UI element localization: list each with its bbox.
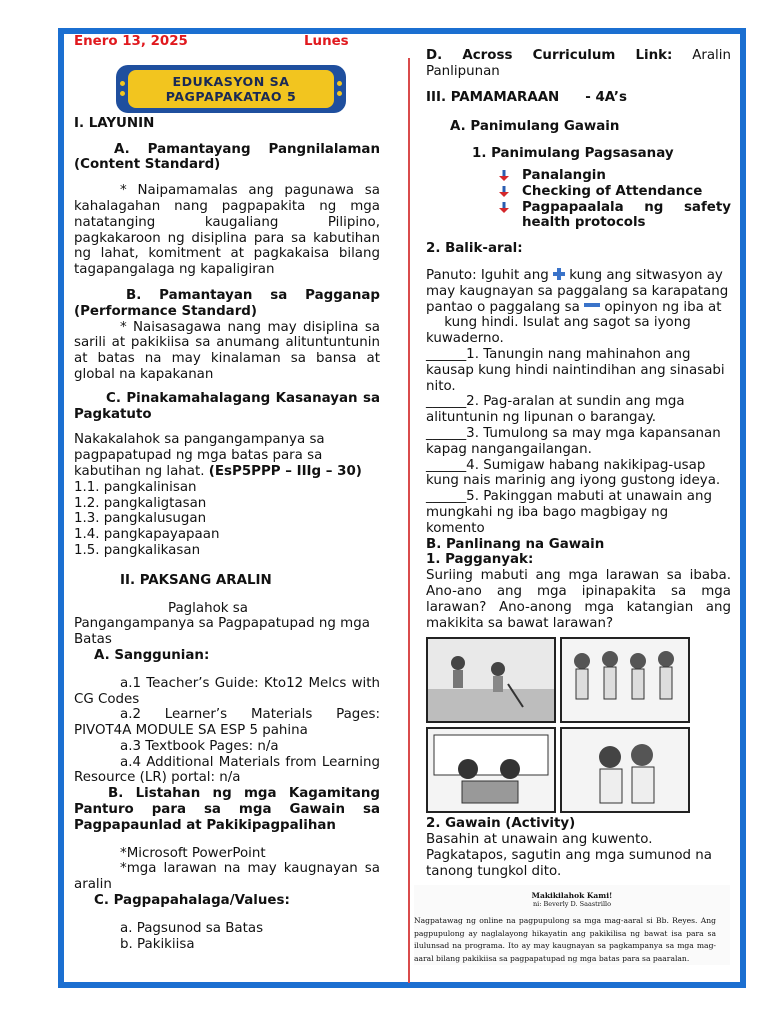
photo-children-group: [560, 637, 690, 723]
photo-children-talking: [560, 727, 690, 813]
competency-list: [74, 480, 380, 559]
panuto-text-d: kung hindi. Isulat ang sagot sa iyong kuwaderno.: [426, 315, 691, 347]
curriculum-link-value: Aralin Panlipunan: [426, 48, 731, 79]
competency-body: [74, 432, 380, 479]
paksa-heading: II. PAKSANG ARALIN: [120, 572, 272, 588]
bullet-text: Pagpapaalala ng safety health protocols: [522, 199, 731, 231]
logo-line-2: PAGPAPAKATAO 5: [165, 88, 297, 104]
list-item: ______2. Pag-aralan at sundin ang mga alituntunin ng lipunan o barangay.: [426, 394, 685, 426]
right-column: [414, 48, 731, 965]
date-text: Enero 13, 2025: [74, 34, 188, 49]
plus-icon: [553, 268, 565, 280]
list-item: 1.5. pangkalikasan: [74, 542, 201, 558]
dateline: [74, 34, 380, 50]
bullet-text: Panalangin: [522, 167, 606, 183]
panimulang-gawain-heading: A. Panimulang Gawain: [450, 119, 620, 135]
material-2: *mga larawan na may kaugnayan sa aralin: [74, 861, 380, 893]
curriculum-link: [426, 48, 731, 80]
paksa-line-2: Pangangampanya sa Pagpapatupad ng mga Batas: [74, 616, 370, 648]
reference-2: a.2 Learner’s Materials Pages: PIVOT4A MODULE SA ESP 5 pahina: [74, 707, 380, 739]
story-excerpt: [414, 885, 730, 965]
arrow-down-icon: [498, 186, 510, 198]
value-2: b. Pakikiisa: [120, 936, 195, 952]
column-divider: [408, 58, 410, 983]
gawain-body: Basahin at unawain ang kuwento. Pagkatapos, sagutin ang mga sumunod na tanong tungkol dito.: [426, 832, 713, 879]
balik-aral-heading: 2. Balik-aral:: [426, 241, 523, 257]
list-item: 1.3. pangkalusugan: [74, 511, 207, 527]
panuto-text-a: Panuto: Iguhit ang: [426, 267, 549, 283]
arrow-down-icon: [498, 202, 510, 214]
competency-code: (EsP5PPP – IIIg – 30): [208, 463, 362, 479]
content-standard-heading: A. Pamantayang Pangnilalaman (Content Standard): [74, 141, 380, 173]
frame-border-bottom: [58, 982, 746, 988]
materials-heading: B. Listahan ng mga Kagamitang Panturo para sa mga Gawain sa Pagpapaunlad at Pakikipagpalihan: [74, 786, 380, 833]
pagsasanay-list: [498, 168, 731, 231]
gawain-heading: 2. Gawain (Activity): [426, 816, 576, 832]
sanggunian-heading: A. Sanggunian:: [94, 647, 210, 663]
panlinang-heading: B. Panlinang na Gawain: [426, 536, 605, 552]
pamamaraan-label: III. PAMAMARAAN: [426, 89, 560, 105]
subject-logo: [116, 65, 346, 113]
list-item: [498, 168, 731, 184]
panuto-text-b: kung ang sitwasyon ay may kaugnayan sa paggalang sa karapatang pantao o paggalang sa: [426, 267, 729, 315]
logo-dot: [337, 81, 342, 86]
pamamaraan-heading: [426, 90, 731, 106]
frame-border-left: [58, 28, 64, 988]
list-item: ______4. Sumigaw habang nakikipag-usap kung nais marinig ang iyong gustong ideya.: [426, 457, 721, 489]
pagganyak-body: Suriing mabuti ang mga larawan sa ibaba. Ano-ano ang mga ipinapakita sa mga larawan? Ano-anong mga katangian ang makikita sa bawat larawan?: [426, 568, 731, 631]
balik-aral-items: [426, 347, 731, 537]
reference-3: a.3 Textbook Pages: n/a: [120, 738, 279, 754]
performance-standard-heading: B. Pamantayan sa Pagganap (Performance Standard): [74, 287, 380, 319]
content-standard-body: * Naipamamalas ang pagunawa sa kahalagahan nang pagpapakita ng mga natatanging kaugaliang Pilipino, pagkakaroon ng disiplina para sa kabutihan ng lahat, komitment at pagkakaisa bilang tagapangalaga ng kapaligiran: [74, 183, 380, 278]
arrow-down-icon: [498, 170, 510, 182]
subject-logo-frame: [116, 65, 346, 113]
photo-children-reading: [426, 727, 556, 813]
paksa-line-1: Paglahok sa: [168, 600, 248, 616]
layunin-heading: I. LAYUNIN: [74, 115, 155, 131]
list-item: ______1. Tanungin nang mahinahon ang kausap kung hindi naintindihan ang sinasabi nito.: [426, 346, 725, 394]
pamamaraan-4as: - 4A’s: [585, 89, 627, 105]
panuto-text-c: opinyon ng iba at: [604, 299, 722, 315]
value-1: a. Pagsunod sa Batas: [120, 920, 264, 936]
story-body: Nagpatawag ng online na pagpupulong sa mga mag-aaral si Bb. Reyes. Ang pagpupulong ay naglalayong hikayatin ang pakikilisa ng bawat isa para sa ilulunsad na programa. Ito ay may kaugnayan sa pagkampanya sa mga mag-aaral bilang pakikiisa sa pagpapatupad ng mga batas para sa paaralan.: [414, 916, 716, 963]
list-item: 1.1. pangkalinisan: [74, 479, 197, 495]
values-heading: C. Pagpapahalaga/Values:: [94, 893, 290, 909]
minus-icon: [584, 302, 600, 308]
bullet-text: Checking of Attendance: [522, 183, 703, 199]
list-item: 1.4. pangkapayapaan: [74, 527, 220, 543]
list-item: 1.2. pangkaligtasan: [74, 495, 207, 511]
reference-1: a.1 Teacher’s Guide: Kto12 Melcs with CG Codes: [74, 675, 380, 707]
activity-photos: [426, 637, 731, 813]
story-author: ni: Beverly D. Saastrillo: [532, 900, 612, 909]
curriculum-link-label: D. Across Curriculum Link:: [426, 48, 673, 63]
pagganyak-heading: 1. Pagganyak:: [426, 552, 534, 568]
story-title: Makikilahok Kami!: [531, 891, 613, 901]
frame-border-right: [740, 28, 746, 988]
logo-dot: [120, 91, 125, 96]
reference-4: a.4 Additional Materials from Learning Resource (LR) portal: n/a: [74, 754, 380, 786]
list-item: ______5. Pakinggan mabuti at unawain ang mungkahi ng iba bago magbigay ng komento: [426, 489, 712, 536]
list-item: [498, 184, 731, 200]
left-column: [74, 34, 380, 952]
performance-standard-body: * Naisasagawa nang may disiplina sa sarili at pakikiisa sa anumang alituntuntunin at batas na may kinalaman sa bansa at global na kapakanan: [74, 319, 380, 382]
competency-text: Nakakalahok sa pangangampanya sa pagpapatupad ng mga batas para sa kabutihan ng lahat.: [74, 432, 325, 479]
panuto-instructions: [426, 268, 731, 347]
day-text: Lunes: [304, 34, 349, 49]
competency-heading: C. Pinakamahalagang Kasanayan sa Pagkatuto: [74, 390, 380, 422]
photo-children-cleaning: [426, 637, 556, 723]
panimulang-pagsasanay-heading: 1. Panimulang Pagsasanay: [472, 146, 674, 162]
logo-line-1: EDUKASYON SA: [172, 73, 290, 89]
subject-logo-text: [128, 70, 334, 108]
list-item: [498, 200, 731, 232]
material-1: *Microsoft PowerPoint: [120, 845, 266, 861]
logo-dot: [337, 91, 342, 96]
list-item: ______3. Tumulong sa may mga kapansanan kapag nangangailangan.: [426, 425, 721, 457]
logo-dot: [120, 81, 125, 86]
